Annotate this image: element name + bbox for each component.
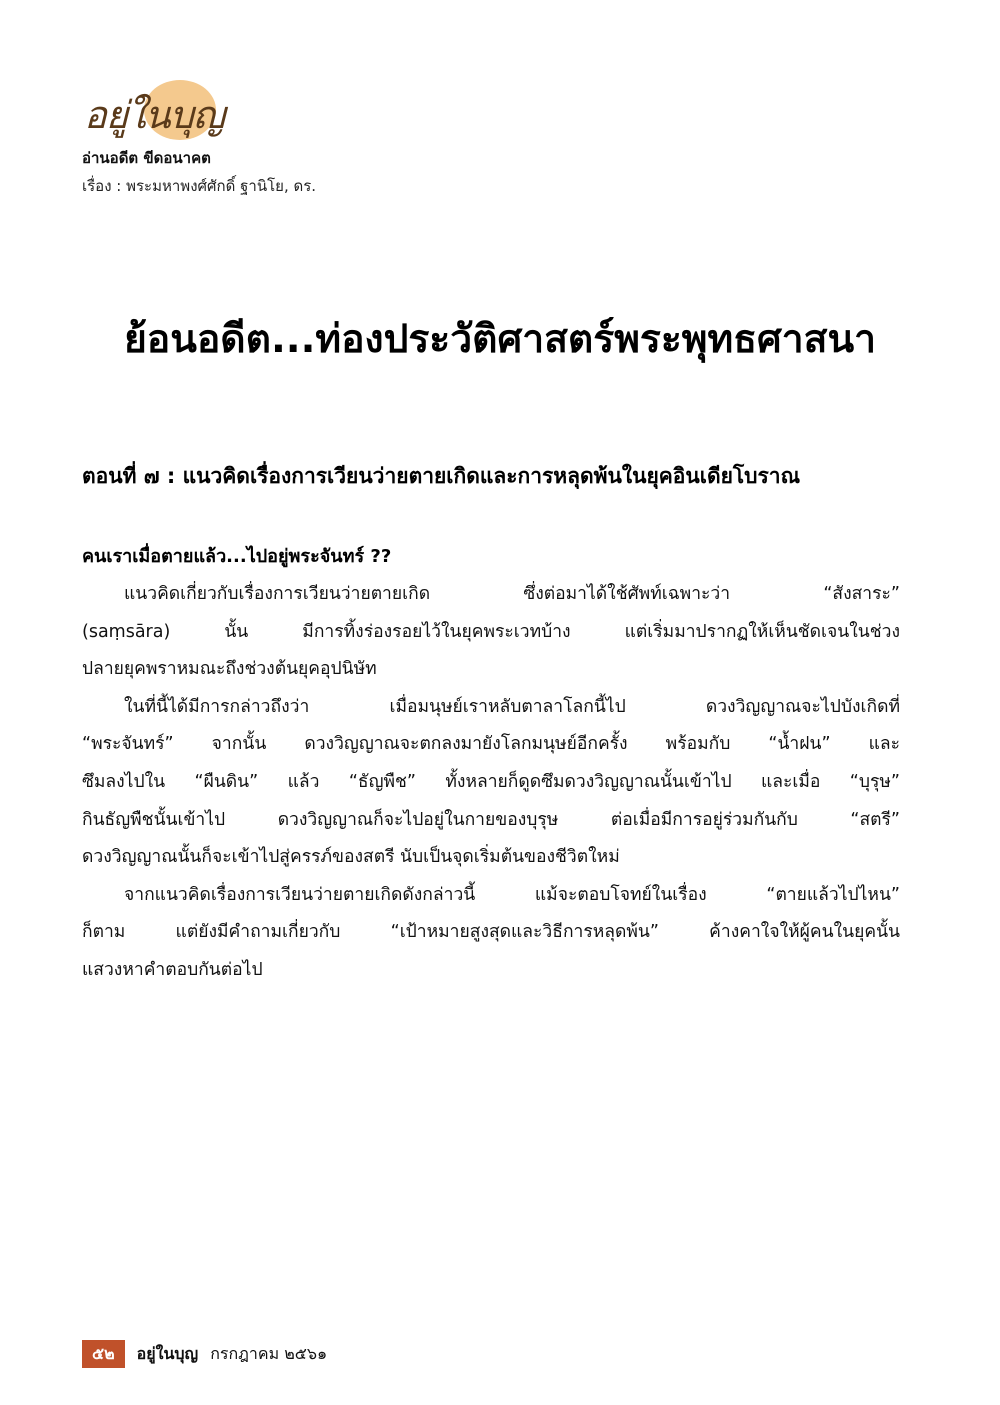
article-title: ย้อนอดีต...ท่องประวัติศาสตร์พระพุทธศาสนา xyxy=(123,317,877,362)
author-byline: เรื่อง : พระมหาพงศ์ศักดิ์ ฐานิโย, ดร. xyxy=(82,177,317,195)
section-name: อ่านอดีต ขีดอนาคต xyxy=(82,149,211,167)
body-line: (saṃsāra) นั้น มีการทิ้งร่องรอยไว้ในยุคพระเวทบ้าง แต่เริ่มมาปรากฏให้เห็นชัดเจนในช่วง xyxy=(82,621,900,642)
body-line: ในที่นี้ได้มีการกล่าวถึงว่า เมื่อมนุษย์เราหลับตาลาโลกนี้ไป ดวงวิญญาณจะไปบังเกิดที่ xyxy=(124,696,900,717)
body-line: กินธัญพืชนั้นเข้าไป ดวงวิญญาณก็จะไปอยู่ในกายของบุรุษ ต่อเมื่อมีการอยู่ร่วมกันกับ “สตรี” xyxy=(82,809,900,830)
page-footer xyxy=(82,1340,327,1368)
magazine-logo xyxy=(82,78,225,148)
body-line: จากแนวคิดเรื่องการเวียนว่ายตายเกิดดังกล่าวนี้ แม้จะตอบโจทย์ในเรื่อง “ตายแล้วไปไหน” xyxy=(124,884,900,905)
body-line: แนวคิดเกี่ยวกับเรื่องการเวียนว่ายตายเกิด ซึ่งต่อมาได้ใช้ศัพท์เฉพาะว่า “สังสาระ” xyxy=(124,584,900,604)
footer-magazine-name: อยู่ในบุญ xyxy=(136,1343,199,1363)
episode-heading: ตอนที่ ๗ : แนวคิดเรื่องการเวียนว่ายตายเกิดและการหลุดพ้นในยุคอินเดียโบราณ xyxy=(82,464,801,488)
article-body xyxy=(82,576,900,990)
logo-text: อยู่ในบุญ xyxy=(84,93,225,137)
page-number: ๕๒ xyxy=(82,1340,125,1368)
body-line: ปลายยุคพราหมณะถึงช่วงต้นยุคอุปนิษัท xyxy=(82,659,377,680)
subheading: คนเราเมื่อตายแล้ว...ไปอยู่พระจันทร์ ?? xyxy=(82,546,392,567)
body-line: ดวงวิญญาณนั้นก็จะเข้าไปสู่ครรภ์ของสตรี นับเป็นจุดเริ่มต้นของชีวิตใหม่ xyxy=(82,847,620,868)
body-line: “พระจันทร์” จากนั้น ดวงวิญญาณจะตกลงมายังโลกมนุษย์อีกครั้ง พร้อมกับ “น้ำฝน” และ xyxy=(82,734,900,755)
body-line: แสวงหาคำตอบกันต่อไป xyxy=(82,959,263,980)
footer-issue-date: กรกฎาคม ๒๕๖๑ xyxy=(210,1343,328,1363)
body-line: ก็ตาม แต่ยังมีคำถามเกี่ยวกับ “เป้าหมายสูงสุดและวิธีการหลุดพ้น” ค้างคาใจให้ผู้คนในยุคนั้น xyxy=(82,922,900,943)
body-line: ซึมลงไปใน “ผืนดิน” แล้ว “ธัญพืช” ทั้งหลายก็ดูดซึมดวงวิญญาณนั้นเข้าไป และเมื่อ “บุรุษ” xyxy=(82,771,900,792)
